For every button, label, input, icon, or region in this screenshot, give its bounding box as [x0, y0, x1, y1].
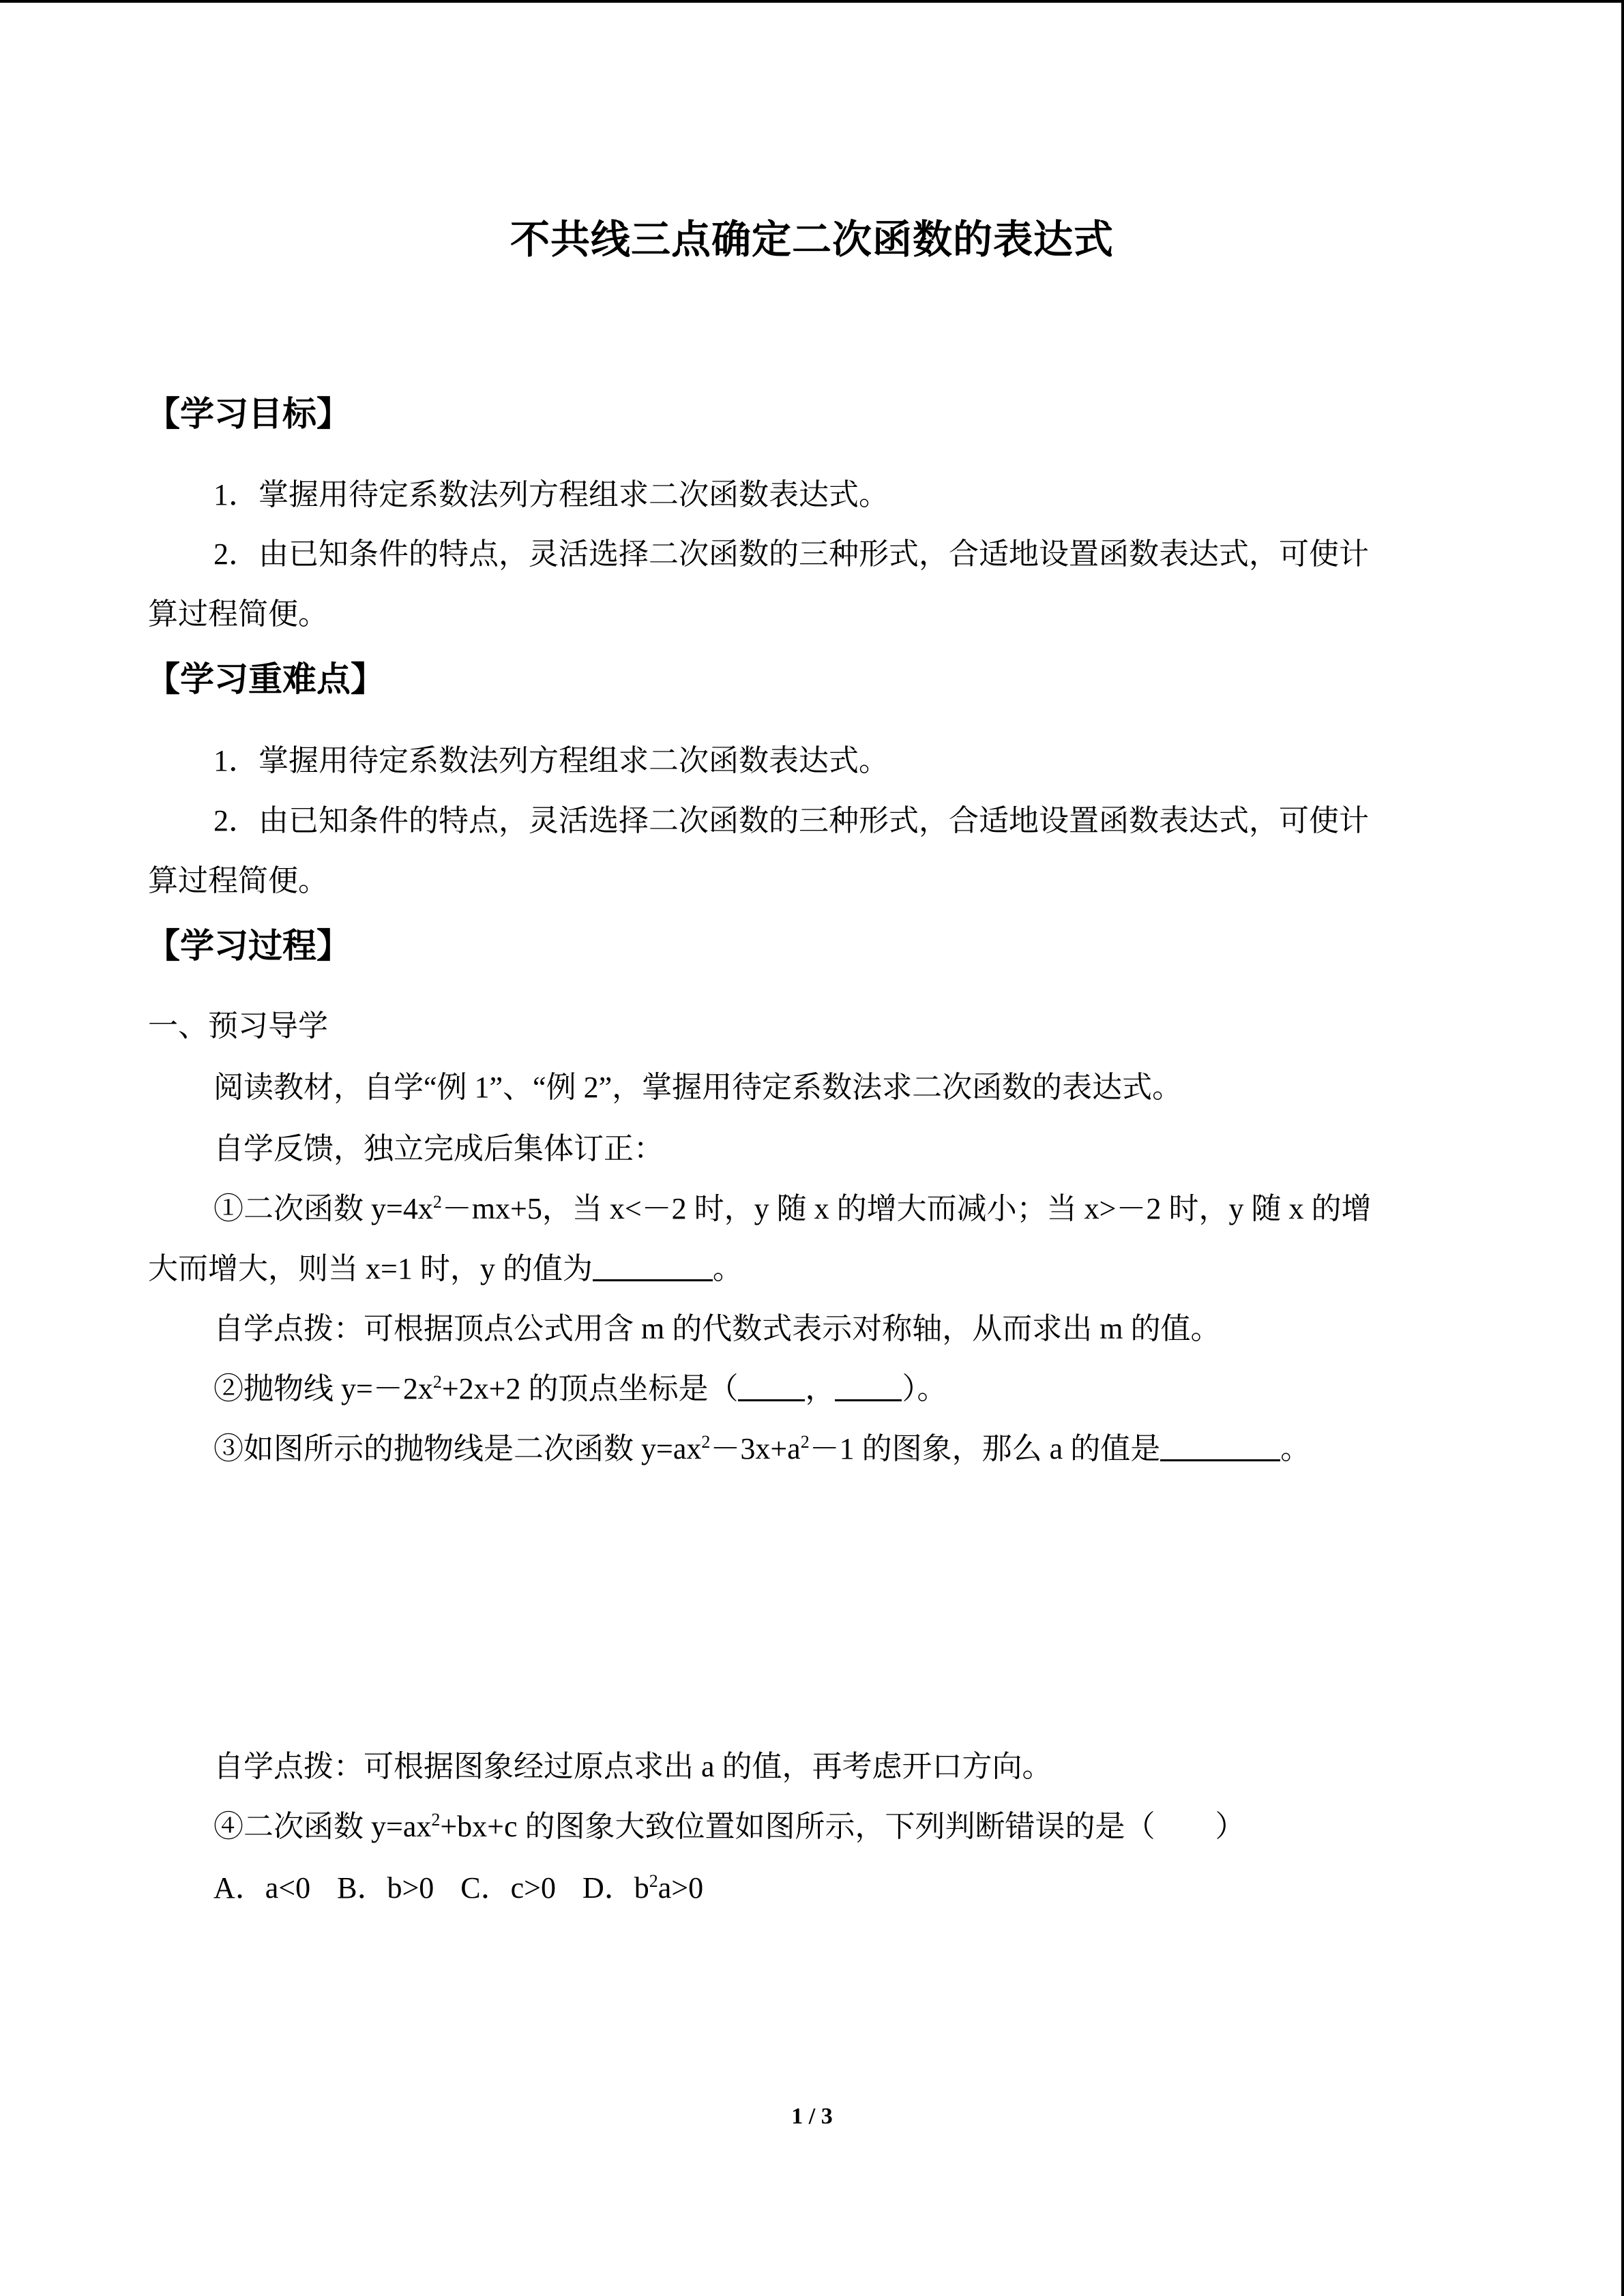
hint-1: 自学点拨：可根据顶点公式用含 m 的代数式表示对称轴，从而求出 m 的值。 — [213, 1312, 1221, 1345]
option-c[interactable]: C．c>0 — [460, 1871, 556, 1905]
intro-text: 阅读教材，自学“例 1”、“例 2”，掌握用待定系数法求二次函数的表达式。 — [213, 1071, 1183, 1104]
page-border-top — [0, 0, 1624, 3]
q2-text-c: ）。 — [902, 1372, 947, 1405]
option-a[interactable]: A．a<0 — [213, 1871, 311, 1905]
q1-answer-blank[interactable] — [593, 1252, 713, 1281]
q2-text-b: +2x+2 的顶点坐标是（ — [441, 1372, 739, 1405]
q1-text-a: ①二次函数 y=4x — [213, 1192, 433, 1225]
question-4-options — [213, 1868, 722, 1909]
key-point-item-2-cont: 算过程简便。 — [148, 864, 328, 897]
option-d-text-b: a>0 — [658, 1871, 704, 1905]
subheading-preview: 一、预习导学 — [148, 1009, 328, 1043]
heading-key-points: 【学习重难点】 — [146, 659, 385, 699]
q4-text-c: ） — [1215, 1810, 1245, 1843]
question-1-line-2 — [148, 1249, 743, 1289]
q1-exponent: 2 — [432, 1192, 442, 1212]
q3-text-c: －1 的图象，那么 a 的值是 — [809, 1432, 1161, 1465]
q2-text-a: ②抛物线 y=－2x — [213, 1372, 433, 1405]
q3-exponent-1: 2 — [701, 1432, 711, 1452]
q1-text-b: －mx+5，当 x<－2 时，y 随 x 的增大而减小；当 x>－2 时，y 随 x 的增 — [441, 1192, 1372, 1225]
objective-item-2: 2．由已知条件的特点，灵活选择二次函数的三种形式，合适地设置函数表达式，可使计 — [213, 537, 1369, 571]
q1-text-c: 大而增大，则当 x=1 时，y 的值为 — [148, 1252, 593, 1285]
option-b[interactable]: B．b>0 — [337, 1871, 434, 1905]
objective-item-2-cont: 算过程简便。 — [148, 597, 328, 631]
q3-answer-blank[interactable] — [1160, 1432, 1280, 1461]
figure-placeholder — [213, 1493, 1373, 1739]
feedback-text: 自学反馈，独立完成后集体订正： — [213, 1132, 664, 1165]
q2-answer-blank-x[interactable] — [738, 1372, 805, 1401]
q4-text-a: ④二次函数 y=ax — [213, 1810, 432, 1843]
q4-text-b: +bx+c 的图象大致位置如图所示，下列判断错误的是（ — [440, 1810, 1155, 1843]
option-d-text-a: D．b — [582, 1871, 649, 1905]
objective-item-1: 1．掌握用待定系数法列方程组求二次函数表达式。 — [213, 478, 889, 511]
question-1-line-1 — [213, 1189, 1372, 1229]
q3-text-a: ③如图所示的抛物线是二次函数 y=ax — [213, 1432, 702, 1465]
option-d-exponent: 2 — [649, 1871, 658, 1891]
page-border-right — [1621, 0, 1624, 2296]
q3-text-d: 。 — [1280, 1432, 1311, 1465]
q2-answer-blank-y[interactable] — [835, 1372, 902, 1401]
question-2 — [213, 1369, 947, 1410]
page-number: 1 / 3 — [791, 2104, 833, 2129]
question-4 — [213, 1806, 1245, 1847]
key-point-item-2: 2．由已知条件的特点，灵活选择二次函数的三种形式，合适地设置函数表达式，可使计 — [213, 804, 1369, 837]
q4-exponent: 2 — [431, 1810, 441, 1830]
q3-exponent-2: 2 — [800, 1432, 810, 1452]
q2-separator: ， — [805, 1372, 836, 1405]
key-point-item-1: 1．掌握用待定系数法列方程组求二次函数表达式。 — [213, 744, 889, 777]
q2-exponent: 2 — [432, 1372, 442, 1392]
q3-text-b: －3x+a — [710, 1432, 801, 1465]
hint-2: 自学点拨：可根据图象经过原点求出 a 的值，再考虑开口方向。 — [213, 1750, 1052, 1783]
option-d[interactable] — [582, 1868, 703, 1909]
question-3 — [213, 1429, 1310, 1470]
document-title: 不共线三点确定二次函数的表达式 — [510, 216, 1114, 263]
heading-process: 【学习过程】 — [146, 926, 351, 966]
q1-text-d: 。 — [712, 1252, 743, 1285]
heading-objectives: 【学习目标】 — [146, 394, 351, 434]
